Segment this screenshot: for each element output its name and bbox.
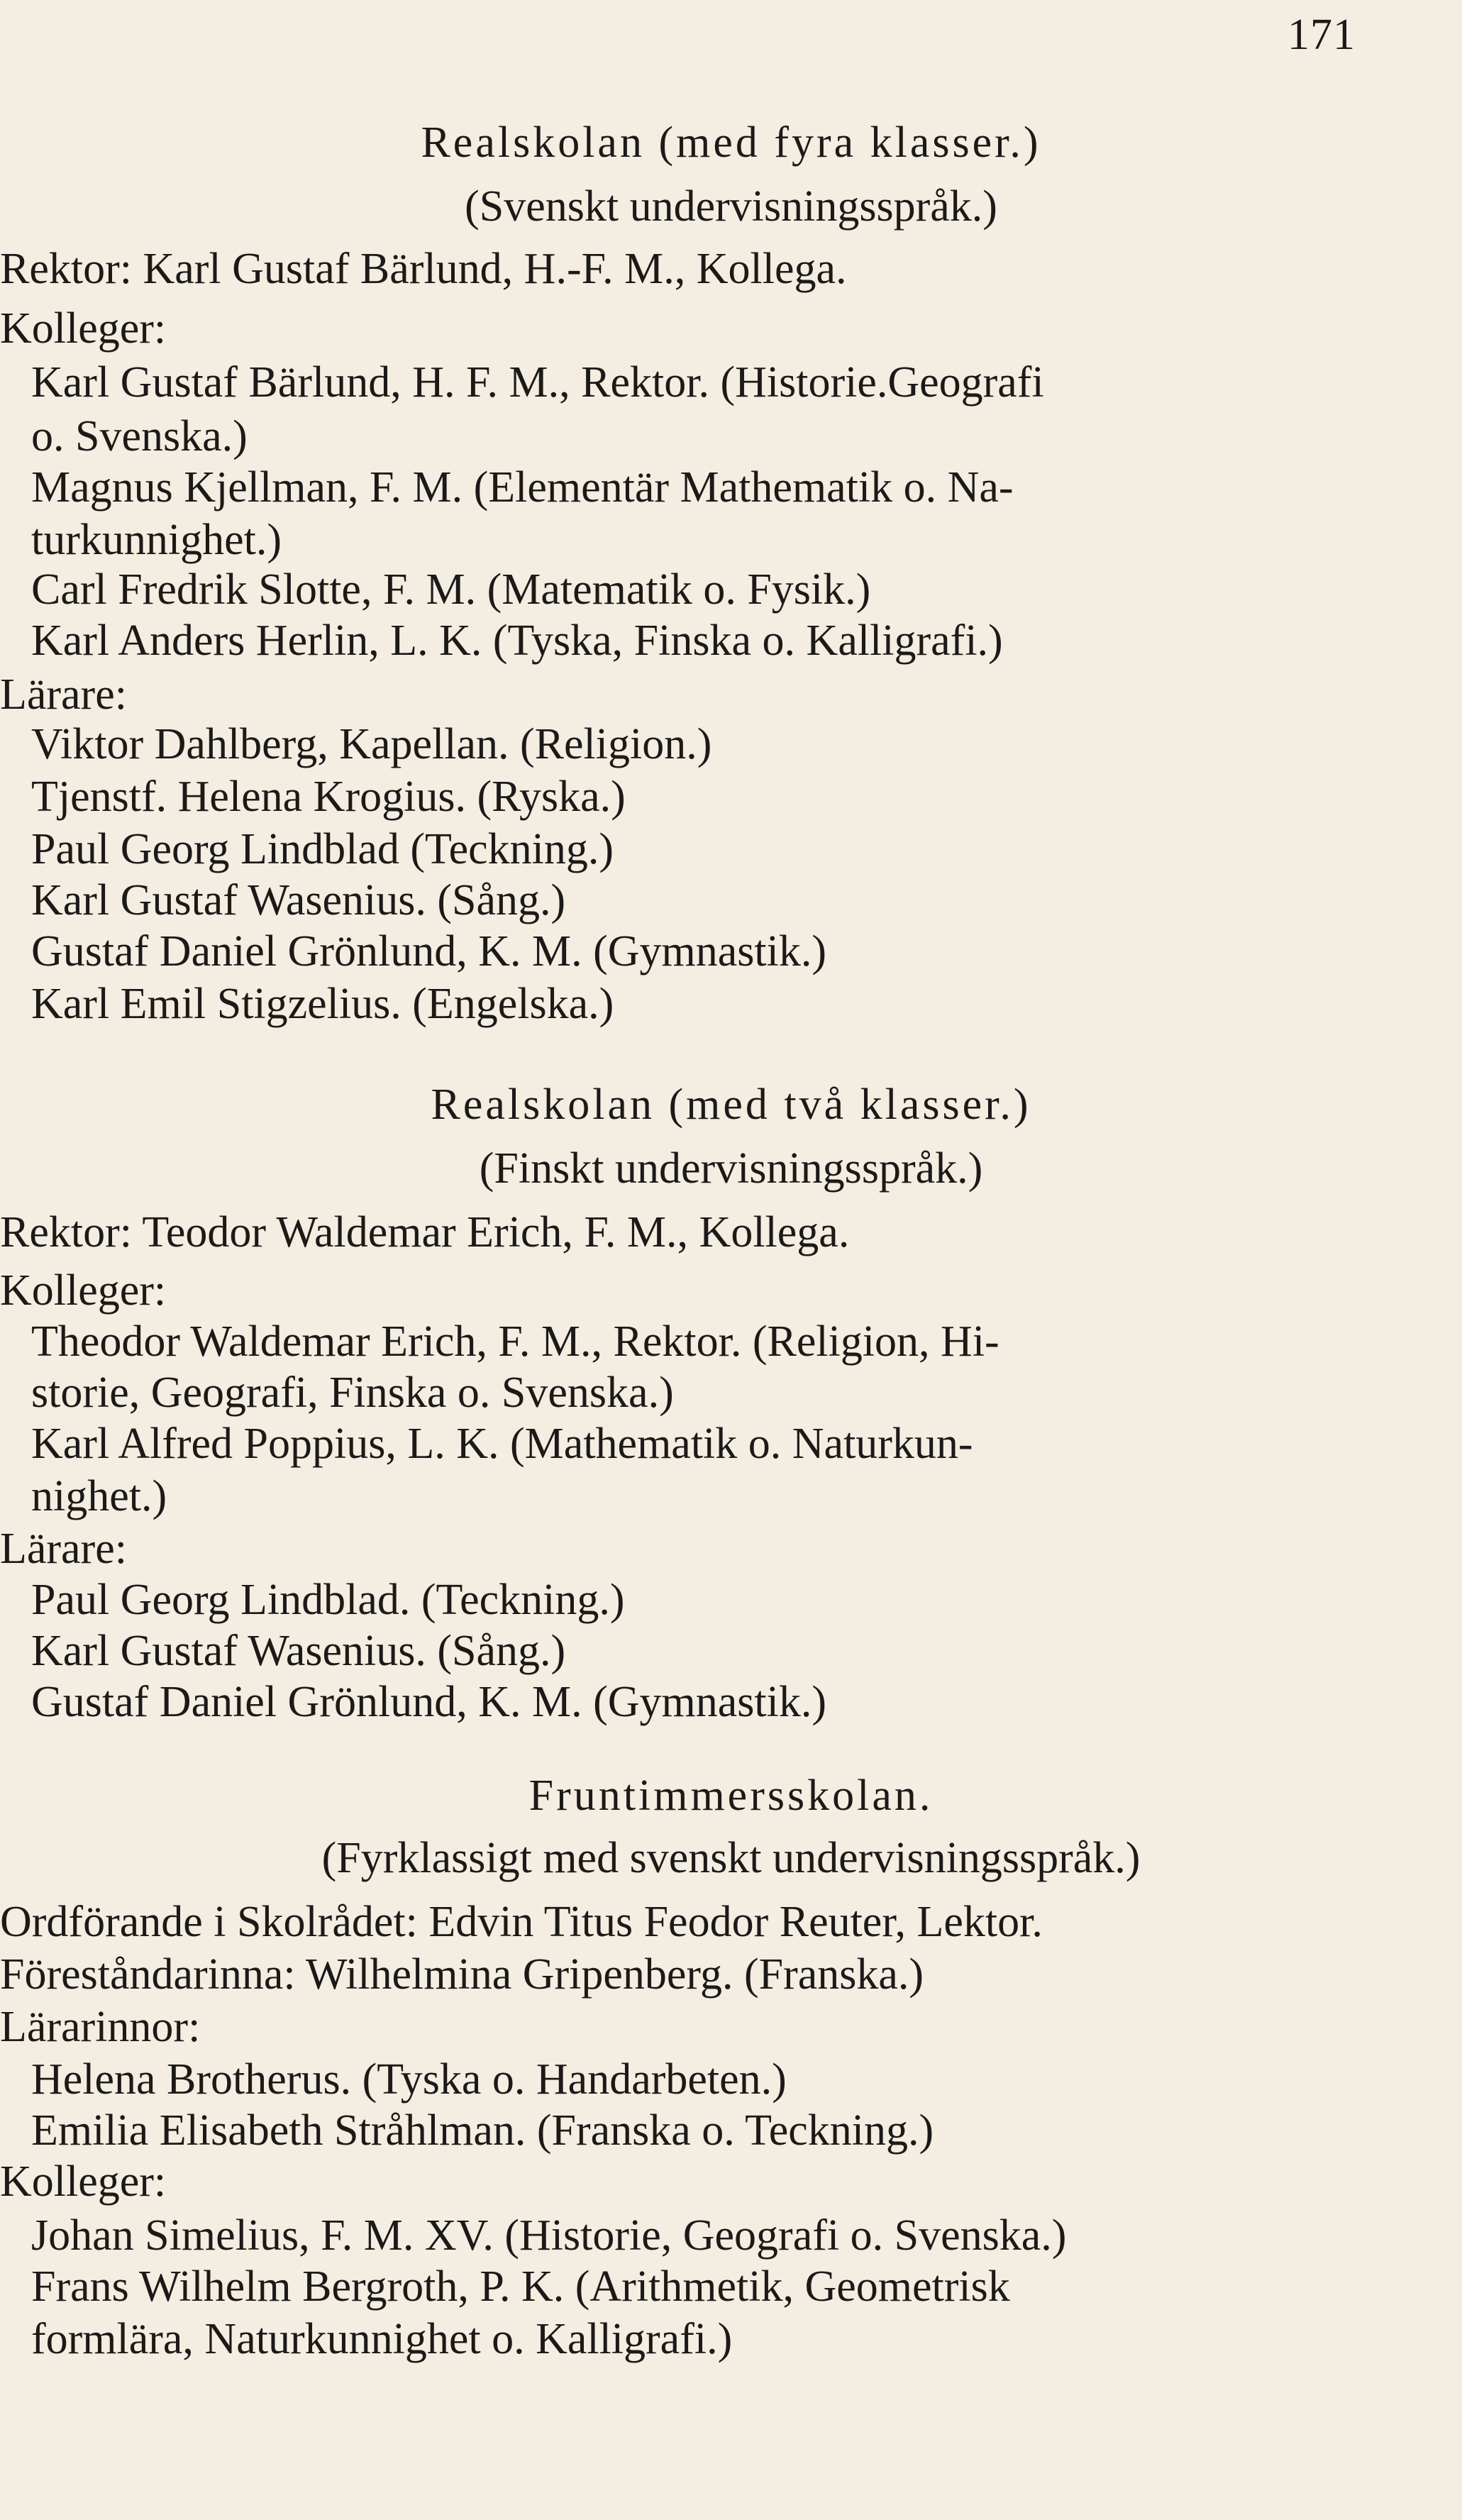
section-title: Realskolan (med två klasser.) bbox=[431, 1081, 1031, 1129]
larare-entry: Karl Gustaf Wasenius. (Sång.) bbox=[31, 1627, 566, 1675]
larare-entry: Karl Gustaf Wasenius. (Sång.) bbox=[31, 876, 566, 924]
kollega-entry-cont: storie, Geografi, Finska o. Svenska.) bbox=[31, 1369, 674, 1417]
lararinna-entry: Emilia Elisabeth Stråhlman. (Franska o. Teckning.) bbox=[31, 2106, 934, 2155]
kollega-entry: Frans Wilhelm Bergroth, P. K. (Arithmetik, Geometrisk bbox=[31, 2262, 1010, 2311]
kollega-entry: Karl Alfred Poppius, L. K. (Mathematik o. Naturkun- bbox=[31, 1420, 973, 1468]
kollega-entry: Karl Gustaf Bärlund, H. F. M., Rektor. (Historie.Geografi bbox=[31, 358, 1044, 407]
section-subtitle: (Finskt undervisningsspråk.) bbox=[479, 1144, 983, 1193]
lararinnor-heading: Lärarinnor: bbox=[0, 2003, 201, 2051]
larare-entry: Gustaf Daniel Grönlund, K. M. (Gymnastik.) bbox=[31, 1678, 826, 1726]
section-subtitle: (Svenskt undervisningsspråk.) bbox=[465, 182, 997, 231]
lararinna-entry: Helena Brotherus. (Tyska o. Handarbeten.) bbox=[31, 2055, 787, 2104]
kollega-entry: Karl Anders Herlin, L. K. (Tyska, Finska o. Kalligrafi.) bbox=[31, 617, 1003, 665]
larare-entry: Tjenstf. Helena Krogius. (Ryska.) bbox=[31, 773, 626, 821]
forestandarinna-line: Föreståndarinna: Wilhelmina Gripenberg. (Franska.) bbox=[0, 1950, 924, 1999]
kollega-entry: Theodor Waldemar Erich, F. M., Rektor. (Religion, Hi- bbox=[31, 1317, 999, 1366]
page-number: 171 bbox=[1287, 11, 1356, 59]
kollega-entry-cont: nighet.) bbox=[31, 1472, 167, 1520]
kollega-entry: Johan Simelius, F. M. XV. (Historie, Geografi o. Svenska.) bbox=[31, 2211, 1067, 2260]
rektor-line: Rektor: Teodor Waldemar Erich, F. M., Kollega. bbox=[0, 1208, 850, 1256]
kolleger-heading: Kolleger: bbox=[0, 2157, 167, 2206]
kollega-entry-cont: turkunnighet.) bbox=[31, 516, 282, 564]
larare-entry: Karl Emil Stigzelius. (Engelska.) bbox=[31, 980, 614, 1028]
kollega-entry: Carl Fredrik Slotte, F. M. (Matematik o. Fysik.) bbox=[31, 565, 871, 614]
larare-entry: Paul Georg Lindblad. (Teckning.) bbox=[31, 1576, 625, 1624]
larare-entry: Paul Georg Lindblad (Teckning.) bbox=[31, 825, 614, 873]
larare-entry: Viktor Dahlberg, Kapellan. (Religion.) bbox=[31, 720, 712, 768]
larare-heading: Lärare: bbox=[0, 670, 127, 719]
section-subtitle: (Fyrklassigt med svenskt undervisningsspråk.) bbox=[321, 1834, 1141, 1882]
section-title: Fruntimmersskolan. bbox=[528, 1772, 934, 1820]
kollega-entry-cont: o. Svenska.) bbox=[31, 412, 248, 460]
larare-heading: Lärare: bbox=[0, 1525, 127, 1573]
kolleger-heading: Kolleger: bbox=[0, 1266, 167, 1315]
larare-entry: Gustaf Daniel Grönlund, K. M. (Gymnastik.) bbox=[31, 927, 826, 976]
rektor-line: Rektor: Karl Gustaf Bärlund, H.-F. M., Kollega. bbox=[0, 245, 847, 293]
kolleger-heading: Kolleger: bbox=[0, 304, 167, 353]
ordforande-line: Ordförande i Skolrådet: Edvin Titus Feodor Reuter, Lektor. bbox=[0, 1898, 1043, 1946]
kollega-entry-cont: formlära, Naturkunnighet o. Kalligrafi.) bbox=[31, 2315, 733, 2363]
section-title: Realskolan (med fyra klasser.) bbox=[421, 118, 1041, 167]
kollega-entry: Magnus Kjellman, F. M. (Elementär Mathematik o. Na- bbox=[31, 463, 1014, 512]
